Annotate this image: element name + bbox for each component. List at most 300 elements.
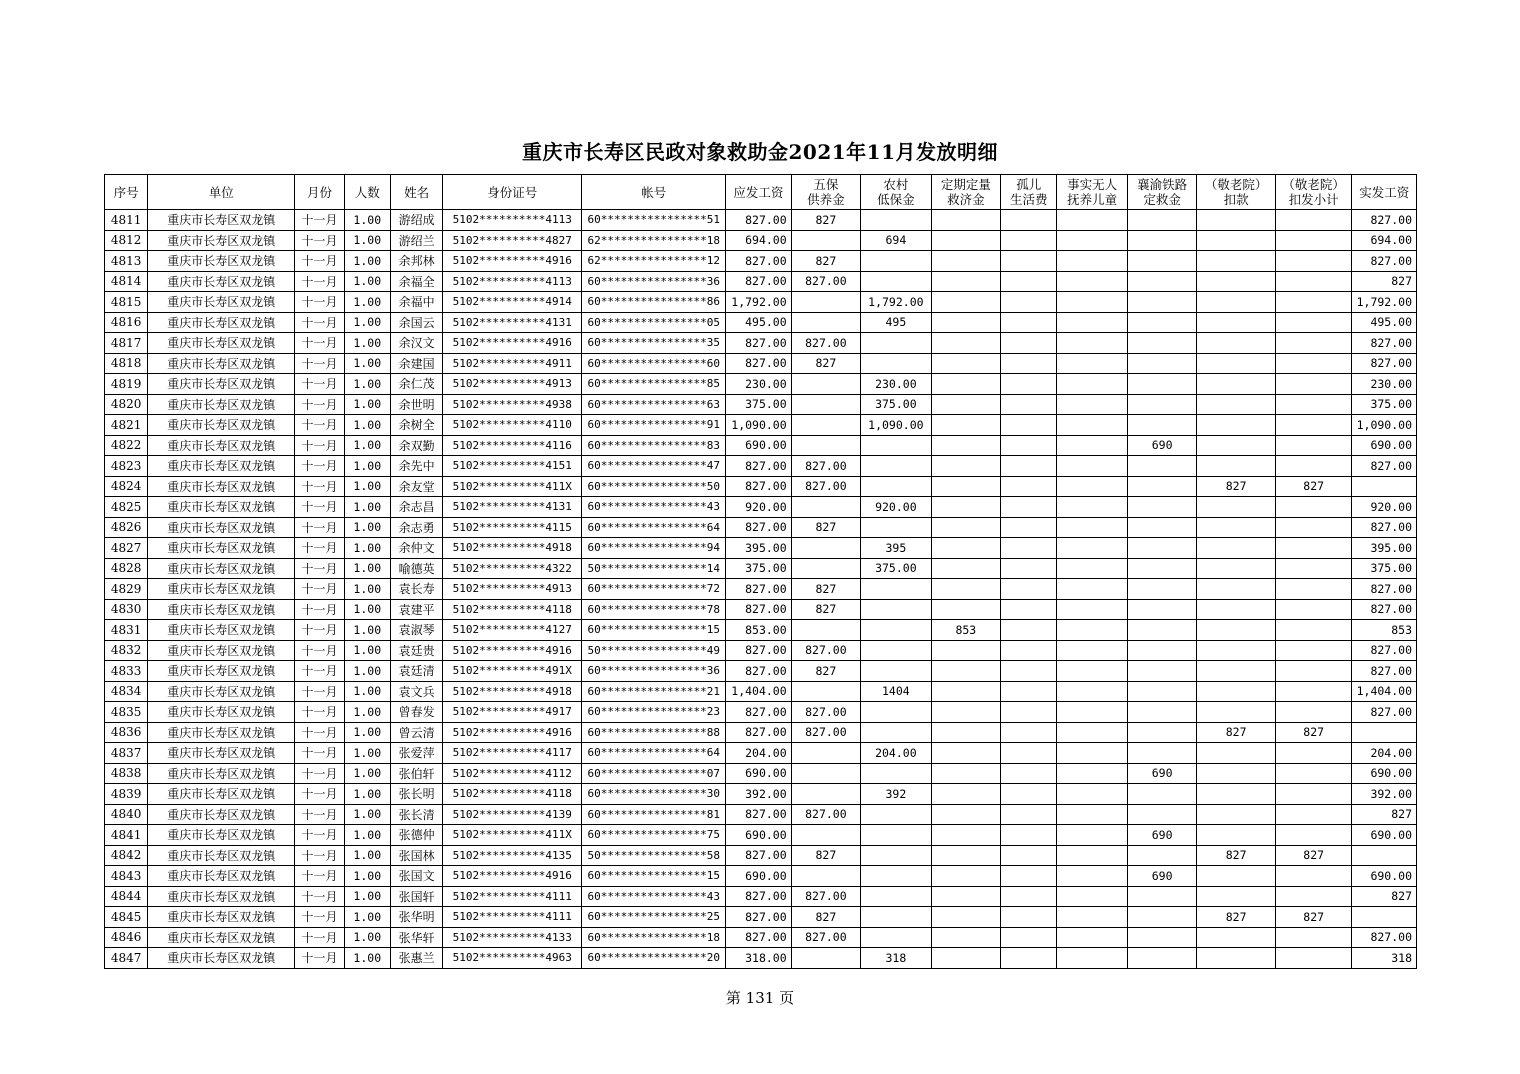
table-cell: 827 — [791, 907, 860, 928]
table-cell — [1127, 251, 1196, 272]
table-cell: 重庆市长寿区双龙镇 — [148, 907, 295, 928]
table-cell — [1275, 497, 1352, 518]
table-cell: 60****************43 — [582, 497, 726, 518]
table-row — [105, 948, 1417, 969]
table-cell: 曾云清 — [390, 722, 442, 743]
table-cell — [1001, 927, 1057, 948]
table-cell: 827 — [1275, 907, 1352, 928]
table-cell: 690.00 — [1352, 435, 1417, 456]
table-cell: 853 — [1352, 620, 1417, 641]
table-cell: 920.00 — [726, 497, 791, 518]
table-cell: 重庆市长寿区双龙镇 — [148, 722, 295, 743]
table-cell: 1.00 — [344, 230, 390, 251]
table-cell: 5102**********491X — [443, 661, 582, 682]
table-cell — [1197, 743, 1276, 764]
table-cell: 袁文兵 — [390, 681, 442, 702]
table-cell: 827 — [1352, 886, 1417, 907]
table-cell: 1.00 — [344, 251, 390, 272]
table-row — [105, 681, 1417, 702]
table-cell: 十一月 — [295, 763, 344, 784]
table-cell: 重庆市长寿区双龙镇 — [148, 784, 295, 805]
table-cell: 827.00 — [1352, 927, 1417, 948]
table-cell — [931, 579, 1000, 600]
table-cell: 十一月 — [295, 743, 344, 764]
table-cell — [1197, 640, 1276, 661]
table-cell — [791, 415, 860, 436]
table-cell — [1057, 599, 1127, 620]
table-cell: 十一月 — [295, 271, 344, 292]
table-row — [105, 784, 1417, 805]
table-cell: 重庆市长寿区双龙镇 — [148, 374, 295, 395]
page-title: 重庆市长寿区民政对象救助金2021年11月发放明细 — [522, 140, 998, 164]
table-cell — [1001, 497, 1057, 518]
table-cell: 重庆市长寿区双龙镇 — [148, 886, 295, 907]
table-row — [105, 435, 1417, 456]
table-cell — [1197, 353, 1276, 374]
table-cell: 重庆市长寿区双龙镇 — [148, 312, 295, 333]
table-cell: 1.00 — [344, 620, 390, 641]
table-cell — [1001, 394, 1057, 415]
table-cell — [1275, 394, 1352, 415]
table-cell: 392 — [861, 784, 931, 805]
table-row — [105, 907, 1417, 928]
table-cell — [861, 333, 931, 354]
payment-table — [104, 174, 1417, 969]
table-cell — [931, 312, 1000, 333]
table-cell: 4842 — [105, 845, 148, 866]
table-cell — [861, 866, 931, 887]
table-cell: 4840 — [105, 804, 148, 825]
table-cell: 1,792.00 — [861, 292, 931, 313]
table-cell — [931, 681, 1000, 702]
column-header: 帐号 — [582, 175, 726, 210]
table-cell: 十一月 — [295, 784, 344, 805]
table-cell: 5102**********4113 — [443, 271, 582, 292]
table-cell — [1127, 681, 1196, 702]
table-cell: 50****************49 — [582, 640, 726, 661]
table-cell: 5102**********4131 — [443, 497, 582, 518]
table-cell — [861, 927, 931, 948]
table-cell: 495.00 — [1352, 312, 1417, 333]
table-cell — [861, 517, 931, 538]
table-cell: 5102**********4117 — [443, 743, 582, 764]
table-cell: 5102**********4111 — [443, 886, 582, 907]
table-cell — [1197, 435, 1276, 456]
table-cell: 827 — [791, 251, 860, 272]
column-header: 农村 低保金 — [861, 175, 931, 210]
table-cell: 十一月 — [295, 517, 344, 538]
table-cell: 690 — [1127, 866, 1196, 887]
table-cell: 60****************47 — [582, 456, 726, 477]
table-cell — [931, 476, 1000, 497]
table-cell: 重庆市长寿区双龙镇 — [148, 579, 295, 600]
table-cell: 4845 — [105, 907, 148, 928]
table-cell: 游绍兰 — [390, 230, 442, 251]
column-header: 身份证号 — [443, 175, 582, 210]
table-cell — [1001, 312, 1057, 333]
table-cell: 60****************83 — [582, 435, 726, 456]
table-cell — [1275, 435, 1352, 456]
table-cell — [1057, 845, 1127, 866]
table-cell: 重庆市长寿区双龙镇 — [148, 702, 295, 723]
table-cell: 十一月 — [295, 599, 344, 620]
column-header: 人数 — [344, 175, 390, 210]
table-cell: 1,090.00 — [726, 415, 791, 436]
table-cell — [1127, 415, 1196, 436]
table-cell — [1127, 210, 1196, 231]
table-cell: 694 — [861, 230, 931, 251]
table-row — [105, 456, 1417, 477]
table-cell — [931, 661, 1000, 682]
table-cell: 重庆市长寿区双龙镇 — [148, 456, 295, 477]
table-cell: 1.00 — [344, 702, 390, 723]
table-cell: 690.00 — [726, 866, 791, 887]
table-cell: 694.00 — [1352, 230, 1417, 251]
table-cell: 袁淑琴 — [390, 620, 442, 641]
table-cell — [791, 374, 860, 395]
table-cell: 1.00 — [344, 804, 390, 825]
table-cell — [1197, 538, 1276, 559]
table-cell: 重庆市长寿区双龙镇 — [148, 681, 295, 702]
table-cell — [1275, 538, 1352, 559]
table-row — [105, 743, 1417, 764]
table-cell — [1275, 558, 1352, 579]
table-cell — [931, 948, 1000, 969]
table-row — [105, 845, 1417, 866]
table-cell: 十一月 — [295, 907, 344, 928]
table-cell: 4843 — [105, 866, 148, 887]
table-cell: 4837 — [105, 743, 148, 764]
table-cell: 60****************15 — [582, 866, 726, 887]
table-cell — [1001, 845, 1057, 866]
table-cell: 余树全 — [390, 415, 442, 436]
table-cell — [1057, 497, 1127, 518]
table-cell: 4830 — [105, 599, 148, 620]
table-cell — [1127, 517, 1196, 538]
table-cell — [1001, 743, 1057, 764]
table-cell: 张德仲 — [390, 825, 442, 846]
table-cell: 1.00 — [344, 456, 390, 477]
table-row — [105, 312, 1417, 333]
table-cell — [861, 640, 931, 661]
table-cell: 375.00 — [726, 394, 791, 415]
table-cell — [1057, 620, 1127, 641]
table-cell — [1197, 210, 1276, 231]
table-cell: 4826 — [105, 517, 148, 538]
table-cell — [1057, 415, 1127, 436]
table-cell: 690 — [1127, 435, 1196, 456]
table-cell — [1001, 599, 1057, 620]
table-cell: 1.00 — [344, 948, 390, 969]
table-cell: 5102**********4916 — [443, 722, 582, 743]
table-cell: 204.00 — [861, 743, 931, 764]
table-cell: 张国文 — [390, 866, 442, 887]
table-cell — [931, 374, 1000, 395]
table-cell: 十一月 — [295, 374, 344, 395]
table-cell: 827.00 — [726, 907, 791, 928]
table-cell: 60****************21 — [582, 681, 726, 702]
table-cell: 827.00 — [791, 271, 860, 292]
table-cell: 5102**********4116 — [443, 435, 582, 456]
table-cell — [861, 722, 931, 743]
table-cell — [1001, 886, 1057, 907]
table-cell: 827.00 — [726, 476, 791, 497]
table-row — [105, 476, 1417, 497]
table-cell: 853.00 — [726, 620, 791, 641]
table-cell: 827.00 — [726, 886, 791, 907]
table-cell: 827.00 — [726, 661, 791, 682]
table-cell: 重庆市长寿区双龙镇 — [148, 292, 295, 313]
table-cell — [1127, 394, 1196, 415]
table-cell: 5102**********4118 — [443, 784, 582, 805]
table-cell — [1275, 661, 1352, 682]
table-cell — [931, 558, 1000, 579]
table-cell — [931, 333, 1000, 354]
column-header: 孤儿 生活费 — [1001, 175, 1057, 210]
table-cell — [1197, 230, 1276, 251]
table-cell: 60****************78 — [582, 599, 726, 620]
table-cell: 5102**********4115 — [443, 517, 582, 538]
table-cell — [791, 497, 860, 518]
table-cell — [861, 661, 931, 682]
table-cell: 1,792.00 — [1352, 292, 1417, 313]
table-cell — [1127, 845, 1196, 866]
table-cell — [1197, 825, 1276, 846]
table-cell: 余志勇 — [390, 517, 442, 538]
column-header: 事实无人 抚养儿童 — [1057, 175, 1127, 210]
table-cell — [1127, 722, 1196, 743]
table-cell: 5102**********4938 — [443, 394, 582, 415]
table-cell: 375.00 — [861, 558, 931, 579]
table-cell — [791, 948, 860, 969]
table-cell — [1197, 804, 1276, 825]
table-cell — [1057, 927, 1127, 948]
table-cell: 4832 — [105, 640, 148, 661]
column-header: 姓名 — [390, 175, 442, 210]
table-cell — [1127, 702, 1196, 723]
table-cell: 重庆市长寿区双龙镇 — [148, 333, 295, 354]
table-cell: 5102**********4133 — [443, 927, 582, 948]
table-cell — [1275, 784, 1352, 805]
table-cell: 4827 — [105, 538, 148, 559]
table-cell — [1275, 251, 1352, 272]
table-cell: 十一月 — [295, 435, 344, 456]
table-cell — [1127, 558, 1196, 579]
table-cell: 重庆市长寿区双龙镇 — [148, 538, 295, 559]
table-cell — [1275, 456, 1352, 477]
table-row — [105, 599, 1417, 620]
table-cell: 827.00 — [1352, 661, 1417, 682]
table-cell: 4823 — [105, 456, 148, 477]
table-cell — [931, 415, 1000, 436]
table-cell: 1.00 — [344, 599, 390, 620]
table-cell — [931, 271, 1000, 292]
table-cell — [1275, 415, 1352, 436]
table-cell: 827.00 — [726, 599, 791, 620]
table-cell — [1197, 415, 1276, 436]
column-header: 定期定量 救济金 — [931, 175, 1000, 210]
table-cell — [1197, 497, 1276, 518]
table-cell: 喻德英 — [390, 558, 442, 579]
table-cell — [1197, 251, 1276, 272]
table-cell: 827 — [1352, 804, 1417, 825]
table-cell — [931, 353, 1000, 374]
table-cell — [1001, 415, 1057, 436]
table-cell: 重庆市长寿区双龙镇 — [148, 210, 295, 231]
table-cell: 690.00 — [1352, 825, 1417, 846]
table-cell — [1001, 476, 1057, 497]
table-cell: 920.00 — [1352, 497, 1417, 518]
table-cell: 1,792.00 — [726, 292, 791, 313]
table-cell: 重庆市长寿区双龙镇 — [148, 927, 295, 948]
table-cell — [931, 886, 1000, 907]
table-cell — [791, 435, 860, 456]
table-cell: 十一月 — [295, 538, 344, 559]
table-cell: 827 — [791, 353, 860, 374]
table-cell: 十一月 — [295, 886, 344, 907]
table-cell: 4817 — [105, 333, 148, 354]
table-cell: 重庆市长寿区双龙镇 — [148, 476, 295, 497]
table-cell — [1352, 722, 1417, 743]
table-cell: 827 — [1352, 271, 1417, 292]
table-cell: 4844 — [105, 886, 148, 907]
table-cell: 余福中 — [390, 292, 442, 313]
table-cell — [1197, 517, 1276, 538]
table-cell — [931, 907, 1000, 928]
table-cell — [1127, 907, 1196, 928]
table-row — [105, 661, 1417, 682]
table-cell: 230.00 — [861, 374, 931, 395]
table-cell: 827.00 — [726, 333, 791, 354]
table-cell: 1.00 — [344, 497, 390, 518]
table-cell — [1001, 538, 1057, 559]
table-cell — [1197, 579, 1276, 600]
table-cell: 4836 — [105, 722, 148, 743]
table-cell: 4812 — [105, 230, 148, 251]
table-cell: 60****************36 — [582, 661, 726, 682]
table-cell: 1.00 — [344, 538, 390, 559]
table-cell — [1127, 579, 1196, 600]
table-cell — [1275, 620, 1352, 641]
table-cell: 60****************86 — [582, 292, 726, 313]
table-cell: 60****************72 — [582, 579, 726, 600]
table-cell: 827.00 — [1352, 517, 1417, 538]
table-cell — [791, 743, 860, 764]
table-cell: 4839 — [105, 784, 148, 805]
table-row — [105, 497, 1417, 518]
table-cell — [791, 620, 860, 641]
table-cell: 张爱萍 — [390, 743, 442, 764]
table-row — [105, 804, 1417, 825]
table-cell: 392.00 — [726, 784, 791, 805]
table-cell: 4813 — [105, 251, 148, 272]
table-cell — [861, 620, 931, 641]
table-cell: 60****************91 — [582, 415, 726, 436]
table-cell: 50****************58 — [582, 845, 726, 866]
table-cell — [931, 251, 1000, 272]
table-cell: 395.00 — [1352, 538, 1417, 559]
table-cell — [1127, 497, 1196, 518]
table-cell — [1197, 681, 1276, 702]
table-cell: 60****************64 — [582, 743, 726, 764]
table-cell: 1.00 — [344, 927, 390, 948]
table-cell: 5102**********4113 — [443, 210, 582, 231]
table-cell — [1275, 640, 1352, 661]
table-cell — [1057, 476, 1127, 497]
table-cell: 重庆市长寿区双龙镇 — [148, 394, 295, 415]
table-cell — [931, 394, 1000, 415]
table-cell: 827.00 — [726, 722, 791, 743]
table-cell — [791, 866, 860, 887]
table-cell: 1,090.00 — [1352, 415, 1417, 436]
table-cell: 5102**********411X — [443, 476, 582, 497]
table-cell: 1404 — [861, 681, 931, 702]
table-cell — [1057, 333, 1127, 354]
table-cell: 十一月 — [295, 333, 344, 354]
table-cell — [1127, 476, 1196, 497]
table-cell — [1057, 702, 1127, 723]
table-cell: 920.00 — [861, 497, 931, 518]
table-cell: 690.00 — [726, 763, 791, 784]
table-cell — [1127, 312, 1196, 333]
table-cell: 十一月 — [295, 394, 344, 415]
table-cell: 827 — [791, 517, 860, 538]
table-cell: 十一月 — [295, 210, 344, 231]
table-cell: 50****************14 — [582, 558, 726, 579]
table-cell: 余友堂 — [390, 476, 442, 497]
table-cell: 5102**********4112 — [443, 763, 582, 784]
table-row — [105, 210, 1417, 231]
table-cell: 827 — [791, 661, 860, 682]
table-cell — [931, 599, 1000, 620]
table-cell — [1057, 866, 1127, 887]
table-cell: 827.00 — [726, 271, 791, 292]
table-cell — [931, 743, 1000, 764]
table-cell — [1001, 230, 1057, 251]
table-cell: 重庆市长寿区双龙镇 — [148, 517, 295, 538]
table-cell: 1,404.00 — [1352, 681, 1417, 702]
table-cell: 827 — [1275, 476, 1352, 497]
table-cell — [1127, 620, 1196, 641]
table-row — [105, 763, 1417, 784]
table-cell — [1127, 661, 1196, 682]
table-cell — [1057, 661, 1127, 682]
table-cell — [1197, 763, 1276, 784]
table-cell: 十一月 — [295, 251, 344, 272]
table-cell: 827.00 — [726, 927, 791, 948]
table-cell: 重庆市长寿区双龙镇 — [148, 599, 295, 620]
table-cell — [1197, 948, 1276, 969]
table-cell — [1001, 661, 1057, 682]
table-cell: 余双勤 — [390, 435, 442, 456]
column-header: 序号 — [105, 175, 148, 210]
table-cell — [1127, 456, 1196, 477]
table-cell — [1275, 825, 1352, 846]
table-cell: 十一月 — [295, 866, 344, 887]
table-cell — [1057, 579, 1127, 600]
table-cell: 5102**********4913 — [443, 579, 582, 600]
table-cell — [1352, 476, 1417, 497]
table-cell — [1275, 271, 1352, 292]
table-cell: 5102**********4918 — [443, 538, 582, 559]
table-cell: 62****************12 — [582, 251, 726, 272]
table-cell: 1.00 — [344, 353, 390, 374]
table-cell: 694.00 — [726, 230, 791, 251]
table-cell: 4815 — [105, 292, 148, 313]
table-cell: 1.00 — [344, 292, 390, 313]
table-cell: 1.00 — [344, 886, 390, 907]
table-cell: 5102**********4139 — [443, 804, 582, 825]
